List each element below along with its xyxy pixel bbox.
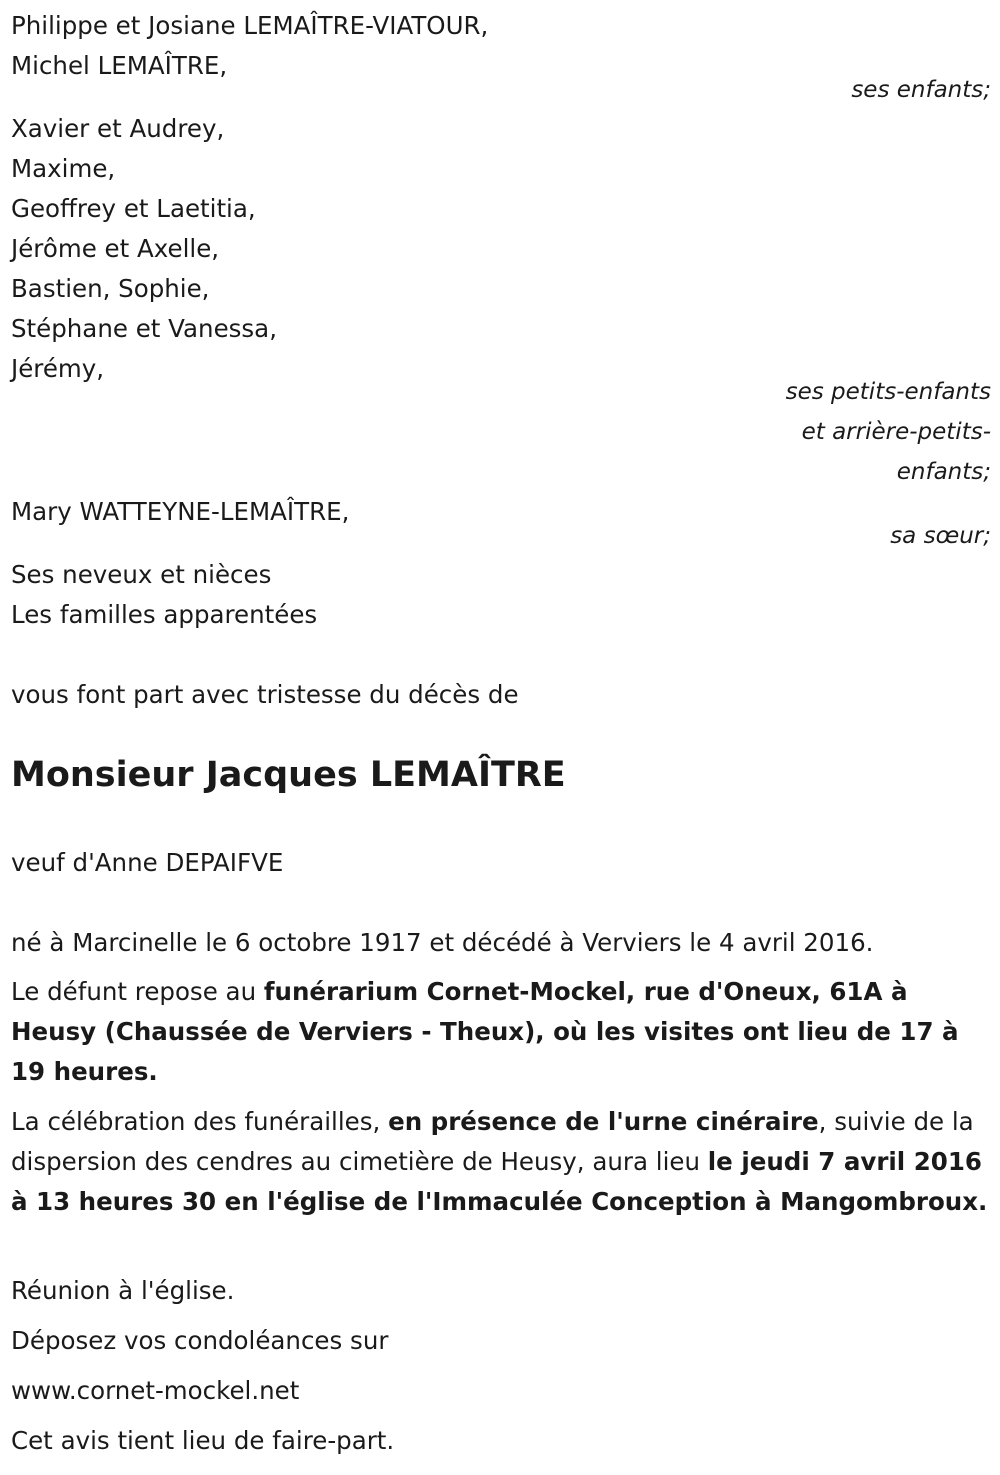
birth-death-line: né à Marcinelle le 6 octobre 1917 et décédé à Verviers le 4 avril 2016.	[11, 928, 874, 957]
grandchild-line: Xavier et Audrey,	[11, 114, 225, 143]
ceremony-datetime: le jeudi 7 avril 2016 à 13 heures 30 en l'église de l'Immaculée Conception à Mangombroux.	[11, 1147, 988, 1216]
grandchild-line: Maxime,	[11, 154, 116, 183]
grandchildren-role-line: ses petits-enfants	[785, 379, 991, 405]
ceremony-paragraph	[11, 1102, 991, 1222]
widower-line: veuf d'Anne DEPAIFVE	[11, 848, 284, 877]
grandchild-line: Stéphane et Vanessa,	[11, 314, 277, 343]
obituary-page	[11, 0, 991, 1475]
ceremony-urn: en présence de l'urne cinéraire	[388, 1107, 819, 1136]
grandchildren-block	[11, 109, 991, 389]
relatives-block	[11, 555, 991, 635]
children-role: ses enfants;	[851, 77, 991, 103]
grandchild-line: Jérôme et Axelle,	[11, 234, 220, 263]
rest-location: funérarium Cornet-Mockel, rue d'Oneux, 61A à Heusy (Chaussée de Verviers - Theux), où les visites ont lieu de 17 à 19 heures.	[11, 977, 959, 1086]
announcement: vous font part avec tristesse du décès de	[11, 680, 519, 709]
grandchild-line: Geoffrey et Laetitia,	[11, 194, 256, 223]
ceremony-prefix: La célébration des funérailles,	[11, 1107, 389, 1136]
rest-prefix: Le défunt repose au	[11, 977, 264, 1006]
sister-line: Mary WATTEYNE-LEMAÎTRE,	[11, 497, 350, 526]
grandchild-line: Jérémy,	[11, 354, 105, 383]
reunion-line: Réunion à l'église.	[11, 1276, 235, 1305]
child-line: Philippe et Josiane LEMAÎTRE-VIATOUR,	[11, 11, 489, 40]
relatives-line: Les familles apparentées	[11, 600, 318, 629]
condolences-line: Déposez vos condoléances sur	[11, 1326, 389, 1355]
sister-role: sa sœur;	[890, 523, 991, 549]
deceased-name: Monsieur Jacques LEMAÎTRE	[11, 755, 566, 795]
grandchildren-role-line: et arrière-petits-	[801, 419, 991, 445]
grandchildren-role	[11, 372, 991, 492]
grandchildren-role-line: enfants;	[896, 459, 991, 485]
website-link[interactable]: www.cornet-mockel.net	[11, 1376, 300, 1405]
footer-line: Cet avis tient lieu de faire-part.	[11, 1426, 395, 1455]
relatives-line: Ses neveux et nièces	[11, 560, 272, 589]
ceremony-middle: , suivie de la dispersion des cendres au cimetière de Heusy, aura lieu	[11, 1107, 974, 1176]
rest-paragraph	[11, 972, 991, 1092]
child-line: Michel LEMAÎTRE,	[11, 51, 228, 80]
grandchild-line: Bastien, Sophie,	[11, 274, 210, 303]
